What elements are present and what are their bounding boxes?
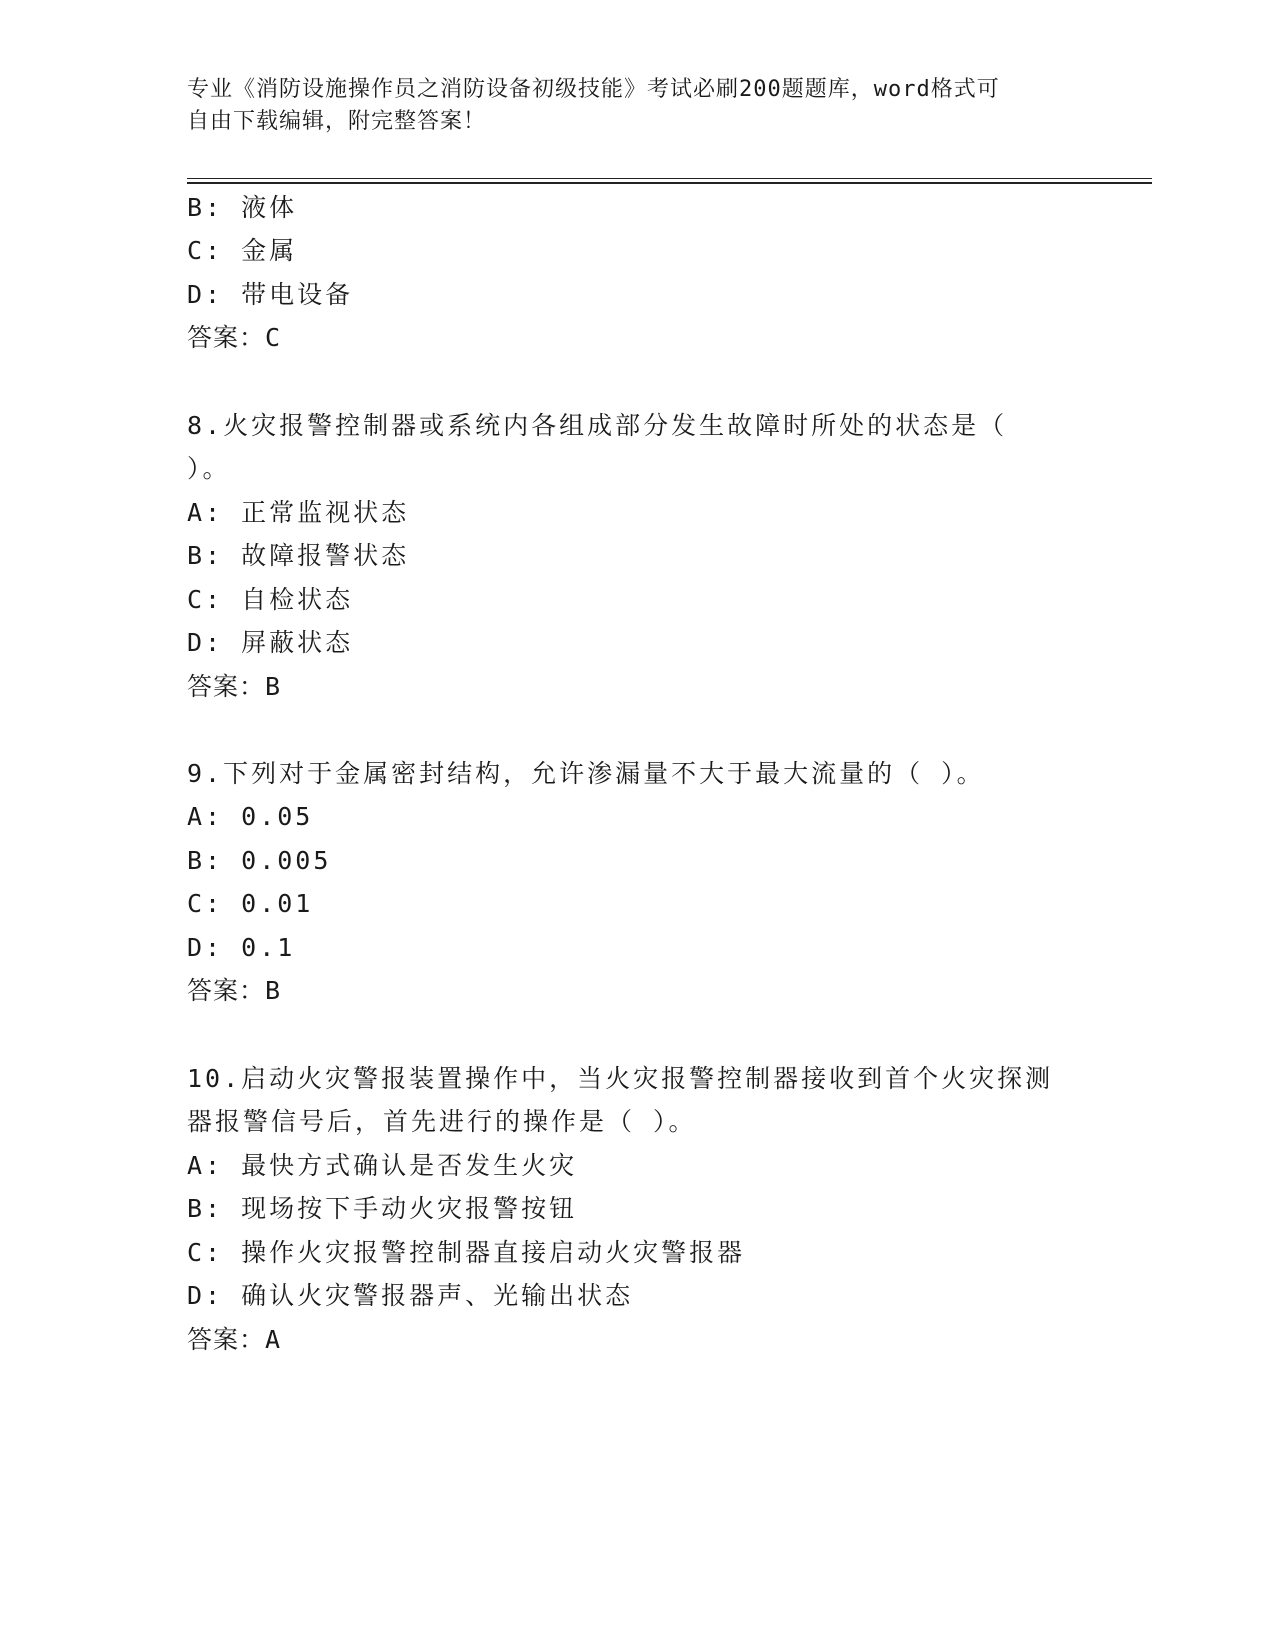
option-b: B: 故障报警状态 bbox=[187, 541, 410, 570]
option-c: C: 操作火灾报警控制器直接启动火灾警报器 bbox=[187, 1238, 746, 1267]
option-c: C: 金属 bbox=[187, 236, 298, 265]
header-line-2: 自由下载编辑，附完整答案！ bbox=[187, 109, 487, 134]
question-stem: 10.启动火灾警报装置操作中，当火灾报警控制器接收到首个火灾探测 bbox=[187, 1064, 1054, 1093]
question-stem-continued: 器报警信号后，首先进行的操作是（ ）。 bbox=[187, 1107, 697, 1136]
option-a: A: 最快方式确认是否发生火灾 bbox=[187, 1151, 578, 1180]
option-a: A: 0.05 bbox=[187, 802, 314, 831]
option-d: D: 确认火灾警报器声、光输出状态 bbox=[187, 1281, 634, 1310]
option-d: D: 带电设备 bbox=[187, 280, 354, 309]
answer-line: 答案：C bbox=[187, 323, 282, 352]
header-divider-bottom bbox=[187, 182, 1152, 184]
answer-line: 答案：B bbox=[187, 976, 282, 1005]
option-b: B: 0.005 bbox=[187, 846, 332, 875]
option-c: C: 0.01 bbox=[187, 889, 314, 918]
option-a: A: 正常监视状态 bbox=[187, 498, 410, 527]
question-stem-continued: ）。 bbox=[187, 454, 231, 483]
option-c: C: 自检状态 bbox=[187, 585, 354, 614]
option-b: B: 现场按下手动火灾报警按钮 bbox=[187, 1194, 578, 1223]
answer-line: 答案：B bbox=[187, 672, 282, 701]
option-d: D: 屏蔽状态 bbox=[187, 628, 354, 657]
header-divider-top bbox=[187, 178, 1152, 179]
document-header bbox=[187, 74, 1067, 138]
option-d: D: 0.1 bbox=[187, 933, 296, 962]
header-line-1: 专业《消防设施操作员之消防设备初级技能》考试必刷200题题库，word格式可 bbox=[187, 77, 1000, 102]
question-stem: 9.下列对于金属密封结构，允许渗漏量不大于最大流量的（ ）。 bbox=[187, 759, 985, 788]
answer-line: 答案：A bbox=[187, 1325, 282, 1354]
question-stem: 8.火灾报警控制器或系统内各组成部分发生故障时所处的状态是（ bbox=[187, 411, 1008, 440]
option-b: B: 液体 bbox=[187, 193, 298, 222]
